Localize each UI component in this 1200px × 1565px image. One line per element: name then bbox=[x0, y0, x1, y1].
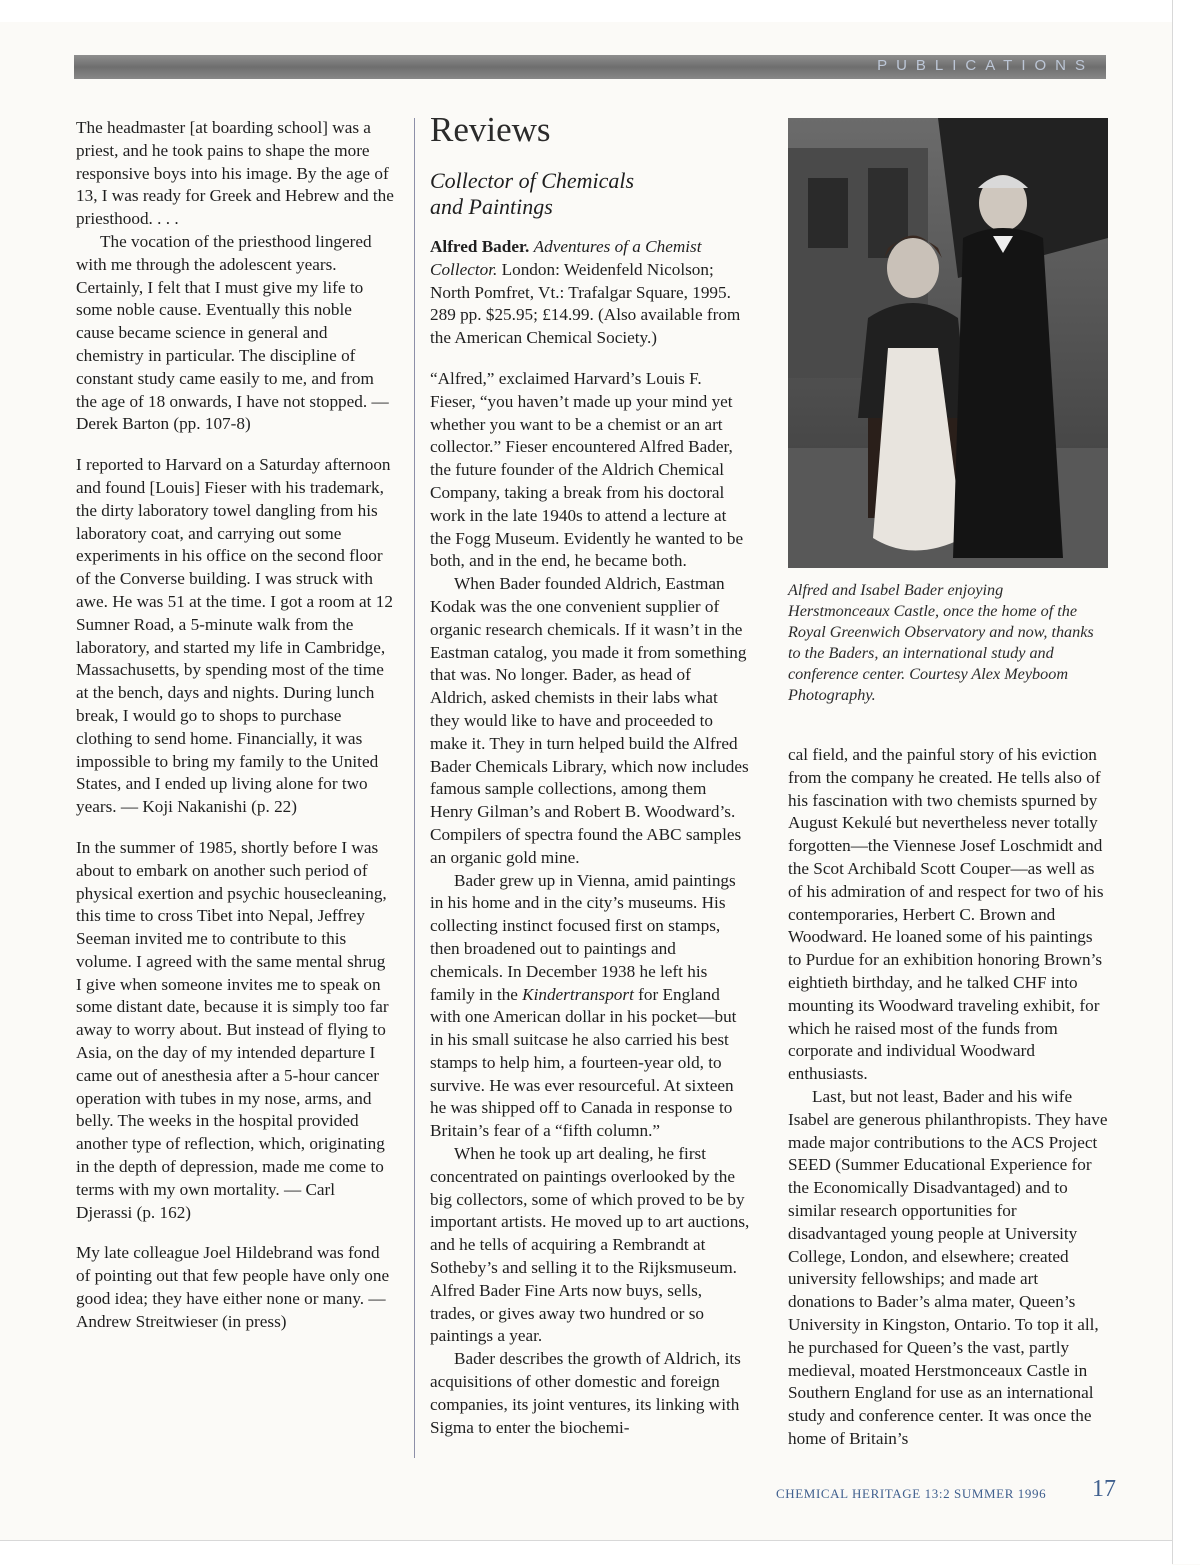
review-paragraph-2: When Bader founded Aldrich, Eastman Kodak was the one convenient supplier of organic research chemicals. If it wasn’t in the Eastman catalog, you made it from something that was. No longer. Bader, as head of Aldrich, asked chemists in their labs what they would like to have and proceeded to make it. They in turn helped build the Alfred Bader Chemicals Library, which now includes famous sample collections, among them Henry Gilman’s and Robert B. Woodward’s. Compilers of spectra found the ABC samples an organic gold mine. bbox=[430, 574, 749, 867]
review-paragraph-4: When he took up art dealing, he first concentrated on paintings overlooked by the big collectors, some of which proved to be by important artists. He moved up to art auctions, and he tells of acquiring a Rembrandt at Sotheby’s and selling it to the Rijksmuseum. Alfred Bader Fine Arts now buys, sells, trades, or gives away two hundred or so paintings a year. bbox=[430, 1144, 750, 1346]
review-paragraph-5: Bader describes the growth of Aldrich, its acquisitions of other domestic and foreign companies, its joint ventures, its linking with Sigma to enter the biochemi- bbox=[430, 1349, 741, 1437]
photo-illustration bbox=[788, 118, 1108, 568]
review-paragraph-7: Last, but not least, Bader and his wife Isabel are generous philanthropists. They have made major contributions to the ACS Project SEED (Summer Educational Experience for the Economically Disadvantaged) and to similar research opportunities for disadvantaged young people at University College, London, and elsewhere; created university fellowships; and made art donations to Bader’s alma mater, Queen’s University in Kingston, Ontario. To top it all, he purchased for Queen’s the vast, partly medieval, moated Herstmonceaux Castle in Southern England for use as an international study and conference center. It was once the home of Britain’s bbox=[788, 1086, 1108, 1448]
citation-author: Alfred Bader. bbox=[430, 237, 530, 256]
book-citation bbox=[430, 236, 750, 350]
page-top-margin bbox=[0, 0, 1200, 22]
review-title-line1: Collector of Chemicals bbox=[430, 168, 635, 193]
review-title-line2: and Paintings bbox=[430, 194, 553, 219]
review-column-continued bbox=[788, 744, 1108, 1451]
quote-barton-part2: The vocation of the priesthood lingered with me through the adolescent years. Certainly, I felt that I must give my life to some noble cause. Eventually this noble cause became science in general and chemistry in particular. The discipline of constant study came easily to me, and from the age of 18 onwards, I have not stopped. — Derek Barton (pp. 107-8) bbox=[76, 231, 389, 434]
journal-issue: CHEMICAL HERITAGE 13:2 SUMMER 1996 bbox=[776, 1486, 1047, 1501]
review-column bbox=[430, 110, 750, 1439]
review-paragraph-3-b: for England with one American dollar in his pocket—but in his small suitcase he also carried his best stamps to help him, a fourteen-year old, to survive. He was ever resourceful. At sixteen he was shipped off to Canada in response to Britain’s fear of a “fifth column.” bbox=[430, 984, 737, 1141]
column-divider bbox=[414, 118, 415, 1458]
kindertransport-term: Kindertransport bbox=[522, 984, 634, 1004]
quote-barton-part1: The headmaster [at boarding school] was a priest, and he took pains to shape the more responsive boys into his image. By the age of 13, I was ready for Greek and Hebrew and the priesthood. . . . bbox=[76, 118, 394, 229]
quote-streitwieser: My late colleague Joel Hildebrand was fond of pointing out that few people have only one good idea; they have either none or many. — Andrew Streitwieser (in press) bbox=[76, 1243, 390, 1331]
citation-details: London: Weidenfeld Nicolson; North Pomfret, Vt.: Trafalgar Square, 1995. 289 pp. $25.95; £14.99. (Also available from the American Chemical Society.) bbox=[430, 259, 741, 348]
review-paragraph-6: cal field, and the painful story of his eviction from the company he created. He tells also of his fascination with two chemists spurned by August Kekulé but nevertheless never totally forgotten—the Viennese Josef Loschmidt and the Scot Archibald Scott Couper—as well as of his admiration of and respect for two of his contemporaries, Herbert C. Brown and Woodward. He loaned some of his paintings to Purdue for an exhibition honoring Brown’s eightieth birthday, and he talked CHF into mounting its Woodward traveling exhibit, for which he raised most of the funds from corporate and individual Woodward enthusiasts. bbox=[788, 745, 1104, 1084]
quote-nakanishi: I reported to Harvard on a Saturday afternoon and found [Louis] Fieser with his trademark, the dirty laboratory towel dangling from his laboratory coat, and carrying out some experiments in his office on the second floor of the Converse building. I was struck with awe. He was 51 at the time. I got a room at 12 Sumner Road, a 5-minute walk from the laboratory, and started my life in Cambridge, Massachusetts, by spending most of the time at the bench, days and nights. During lunch break, I would go to shops to purchase clothing to send home. Financially, it was impossible to bring my family to the United States, and I ended up living alone for two years. — Koji Nakanishi (p. 22) bbox=[76, 455, 393, 817]
section-header-bar bbox=[74, 55, 1106, 79]
bader-couple-photo bbox=[788, 118, 1108, 568]
review-paragraph-3 bbox=[430, 870, 750, 1144]
citation-title: Adventures of a Chemist Collector. bbox=[430, 237, 702, 279]
page-footer bbox=[776, 1476, 1116, 1506]
quote-djerassi: In the summer of 1985, shortly before I was about to embark on another such period of physical exertion and psychic housecleaning, this time to cross Tibet into Nepal, Jeffrey Seeman invited me to contribute to this volume. I agreed with the same mental shrug I give when someone invites me to speak on some distant date, because it is simply too far away to worry about. But instead of flying to Asia, on the day of my intended departure I came out of anesthesia after a 5-hour cancer operation with tubes in my nose, arms, and belly. The weeks in the hospital provided another type of reflection, which, originating in the depth of depression, made me come to terms with my own mortality. — Carl Djerassi (p. 162) bbox=[76, 837, 389, 1222]
page-bottom-margin bbox=[0, 1540, 1172, 1565]
quotes-column bbox=[76, 117, 394, 1334]
review-title bbox=[430, 168, 750, 220]
review-paragraph-1: “Alfred,” exclaimed Harvard’s Louis F. Fieser, “you haven’t made up your mind yet whether you want to be a chemist or an art collector.” Fieser encountered Alfred Bader, the future founder of the Aldrich Chemical Company, taking a break from his doctoral work in the late 1940s to attend a lecture at the Fogg Museum. Evidently he wanted to be both, and in the end, he became both. bbox=[430, 368, 744, 571]
photo-caption: Alfred and Isabel Bader enjoying Herstmonceaux Castle, once the home of the Royal Greenwich Observatory and now, thanks to the Baders, an international study and conference center. Courtesy Alex Meyboom Photography. bbox=[788, 581, 1094, 704]
section-label: PUBLICATIONS bbox=[877, 57, 1094, 74]
page-number: 17 bbox=[1092, 1476, 1116, 1502]
reviews-heading: Reviews bbox=[430, 110, 551, 149]
review-paragraph-3-a: Bader grew up in Vienna, amid paintings in his home and in the city’s museums. His collecting instinct focused first on stamps, then broadened out to paintings and chemicals. In December 1938 he left his family in the bbox=[430, 870, 736, 1004]
page-right-margin bbox=[1172, 0, 1200, 1564]
